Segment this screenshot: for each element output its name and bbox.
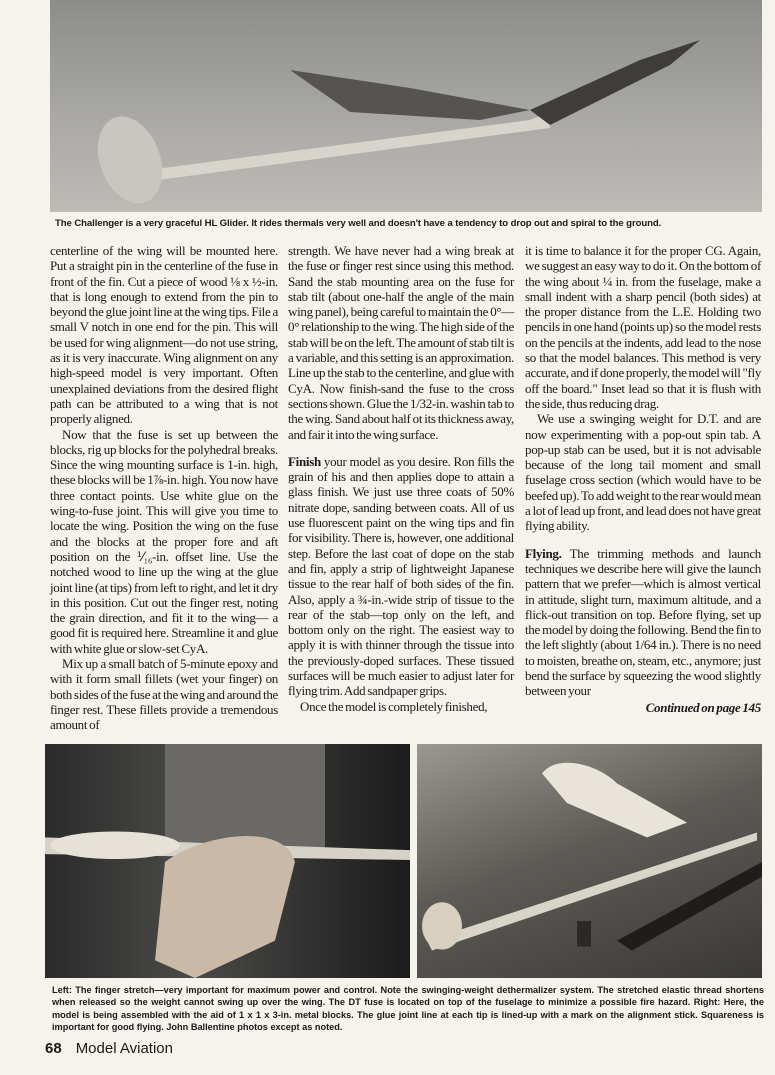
paragraph: your model as you desire. Ron fills the grain of his and then applies dope to attain a glass finish. We just use three coats of 50% nitrate dope, sanding between coats. All of us use fluorescent paint on the wing tips and fin for visibility. There is, however, one additional step. Before the last coat of dope on the stab and fin, apply a strip of lightweight Japanese tissue to the rear half of both sides of the fin. Also, apply a ¾-in.-wide strip of tissue to the rear of the stab—top only on the left, and bottom only on the right. The easiest way to apply it is with thinner through the tissue into the previously-doped surfaces. These tissued surfaces will be much easier to adjust later for flying trim. Add sandpaper grips. — [288, 453, 514, 699]
text-column-1 — [50, 243, 278, 733]
fin-shape — [86, 107, 173, 212]
finish-heading: Finish — [288, 453, 321, 469]
fuselage-shape — [427, 832, 757, 950]
glider-nose-shape — [50, 832, 180, 860]
publication-name: Model Aviation — [75, 1040, 173, 1057]
fuselage-shape — [110, 112, 550, 185]
flying-heading: Flying. — [525, 545, 562, 561]
left-wing-shape — [290, 70, 530, 120]
finish-section — [288, 454, 514, 699]
paragraph: The trimming methods and launch techniques we describe here will give the launch pattern that we prefer—which is almost vertical in attitude, slight turn, maximum altitude, and a flick-out transition on top. Before flying, set up the model by doing the following. Bend the fin to the left slightly (about 1/64 in.). There is no need to moisten, breathe on, steam, etc., anymore; just bend the surface by squeezing the wood slightly between your — [525, 545, 761, 699]
text-column-3 — [525, 243, 761, 715]
background-block — [165, 744, 325, 852]
fin-shape — [422, 902, 462, 949]
finger-stretch-photo — [45, 744, 410, 978]
glider-flight-photo — [50, 0, 762, 212]
text-column-2 — [288, 243, 514, 714]
flying-section — [525, 546, 761, 699]
paragraph: centerline of the wing will be mounted here. Put a straight pin in the centerline of the fuse in front of the fin. Cut a piece of wood ⅛ x ½-in. that is long enough to extend from the pin to beyond the glue joint line at the wing tips. File a small V notch in one end for the pin. This will be used for wing alignment—do not use string, as it is very inaccurate. Wing alignment on any high-speed model is very important. Often unexplained deviations from the desired flight path can be attributed to a wing that is not properly aligned. — [50, 243, 278, 427]
paragraph: strength. We have never had a wing break at the fuse or finger rest since using this method. Sand the stab mounting area on the fuse for stab tilt (about one-half the angle of the main wing panel), being careful to maintain the 0°—0° relationship to the wing. The high side of the stab will be on the left. The amount of stab tilt is a variable, and this setting is an approximation. Line up the stab to the centerline, and glue with CyA. Now finish-sand the fuse to the cross sections shown. Glue the 1/32-in. washin tab to the wing. Sand about half ot its thickness away, and fair it into the wing surface. — [288, 243, 514, 442]
continued-note: Continued on page 145 — [645, 699, 761, 715]
paragraph: Now that the fuse is set up between the blocks, rig up blocks for the polyhedral breaks. Since the wing mounting surface is 1-in. high, these blocks will be 1⅞-in. high. You now have three contact points. Use white glue on the wing-to-fuse joint. This will give you time to locate the wing. Position the wing on the fuse and the blocks at the proper fore and aft position on the ⅟₁₆-in. offset line. Use the notched wood to line up the wing at the glue joint line (at tips) from left to right, and let it dry in this position. Cut out the finger rest, noting the grain direction, and fit it to the wing— a good fit is required here. Streamline it and glue with white glue or slow-set CyA. — [50, 426, 278, 656]
top-photo-caption: The Challenger is a very graceful HL Glider. It rides thermals very well and doesn't have a tendency to drop out and spiral to the ground. — [55, 218, 662, 229]
wing-shape — [542, 763, 687, 838]
paragraph: Once the model is completely finished, — [300, 698, 488, 714]
paragraph: Mix up a small batch of 5-minute epoxy and with it form small fillets (wet your finger) on both sides of the fuse at the wing and around the finger rest. These fillets provide a tremendous amount of — [50, 656, 278, 733]
bottom-photos-caption: Left: The finger stretch—very important for maximum power and control. Note the swinging-weight dethermalizer system. The stretched elastic thread shortens when released so the weight cannot swing up over the wing. The DT fuse is located on top of the fuselage to minimize a possible fire hazard. Right: Here, the model is being assembled with the aid of 1 x 1 x 3-in. metal blocks. The glue joint line at each tip is lined-up with a mark on the alignment stick. Squareness is important for good flying. John Ballentine photos except as noted. — [52, 985, 764, 1033]
assembly-photo — [417, 744, 762, 978]
page-footer — [45, 1040, 173, 1057]
hand-shape — [155, 836, 295, 978]
right-wing-shape — [530, 40, 700, 125]
metal-block — [577, 921, 591, 947]
paragraph: We use a swinging weight for D.T. and are now experimenting with a pop-out spin tab. A pop-up stab can be used, but it is not advisable because of the long tail moment and small fuselage cross section (which would have to be beefed up). To add weight to the rear would mean a lot of lead up front, and lead does not have great flying ability. — [525, 411, 761, 534]
paragraph: it is time to balance it for the proper CG. Again, we suggest an easy way to do it. On the bottom of the wing about ¼ in. from the fuselage, make a small indent with a sharp pencil (both sides) at the proper distance from the L.E. Holding two pencils in one hand (points up) so the model rests on the pencils at the indents, add lead to the nose so that the model balances. This method is very accurate, and if done properly, the model will "fly off the board." Inset lead so that it is flush with the side, thus reducing drag. — [525, 243, 762, 411]
page-number: 68 — [45, 1040, 62, 1057]
